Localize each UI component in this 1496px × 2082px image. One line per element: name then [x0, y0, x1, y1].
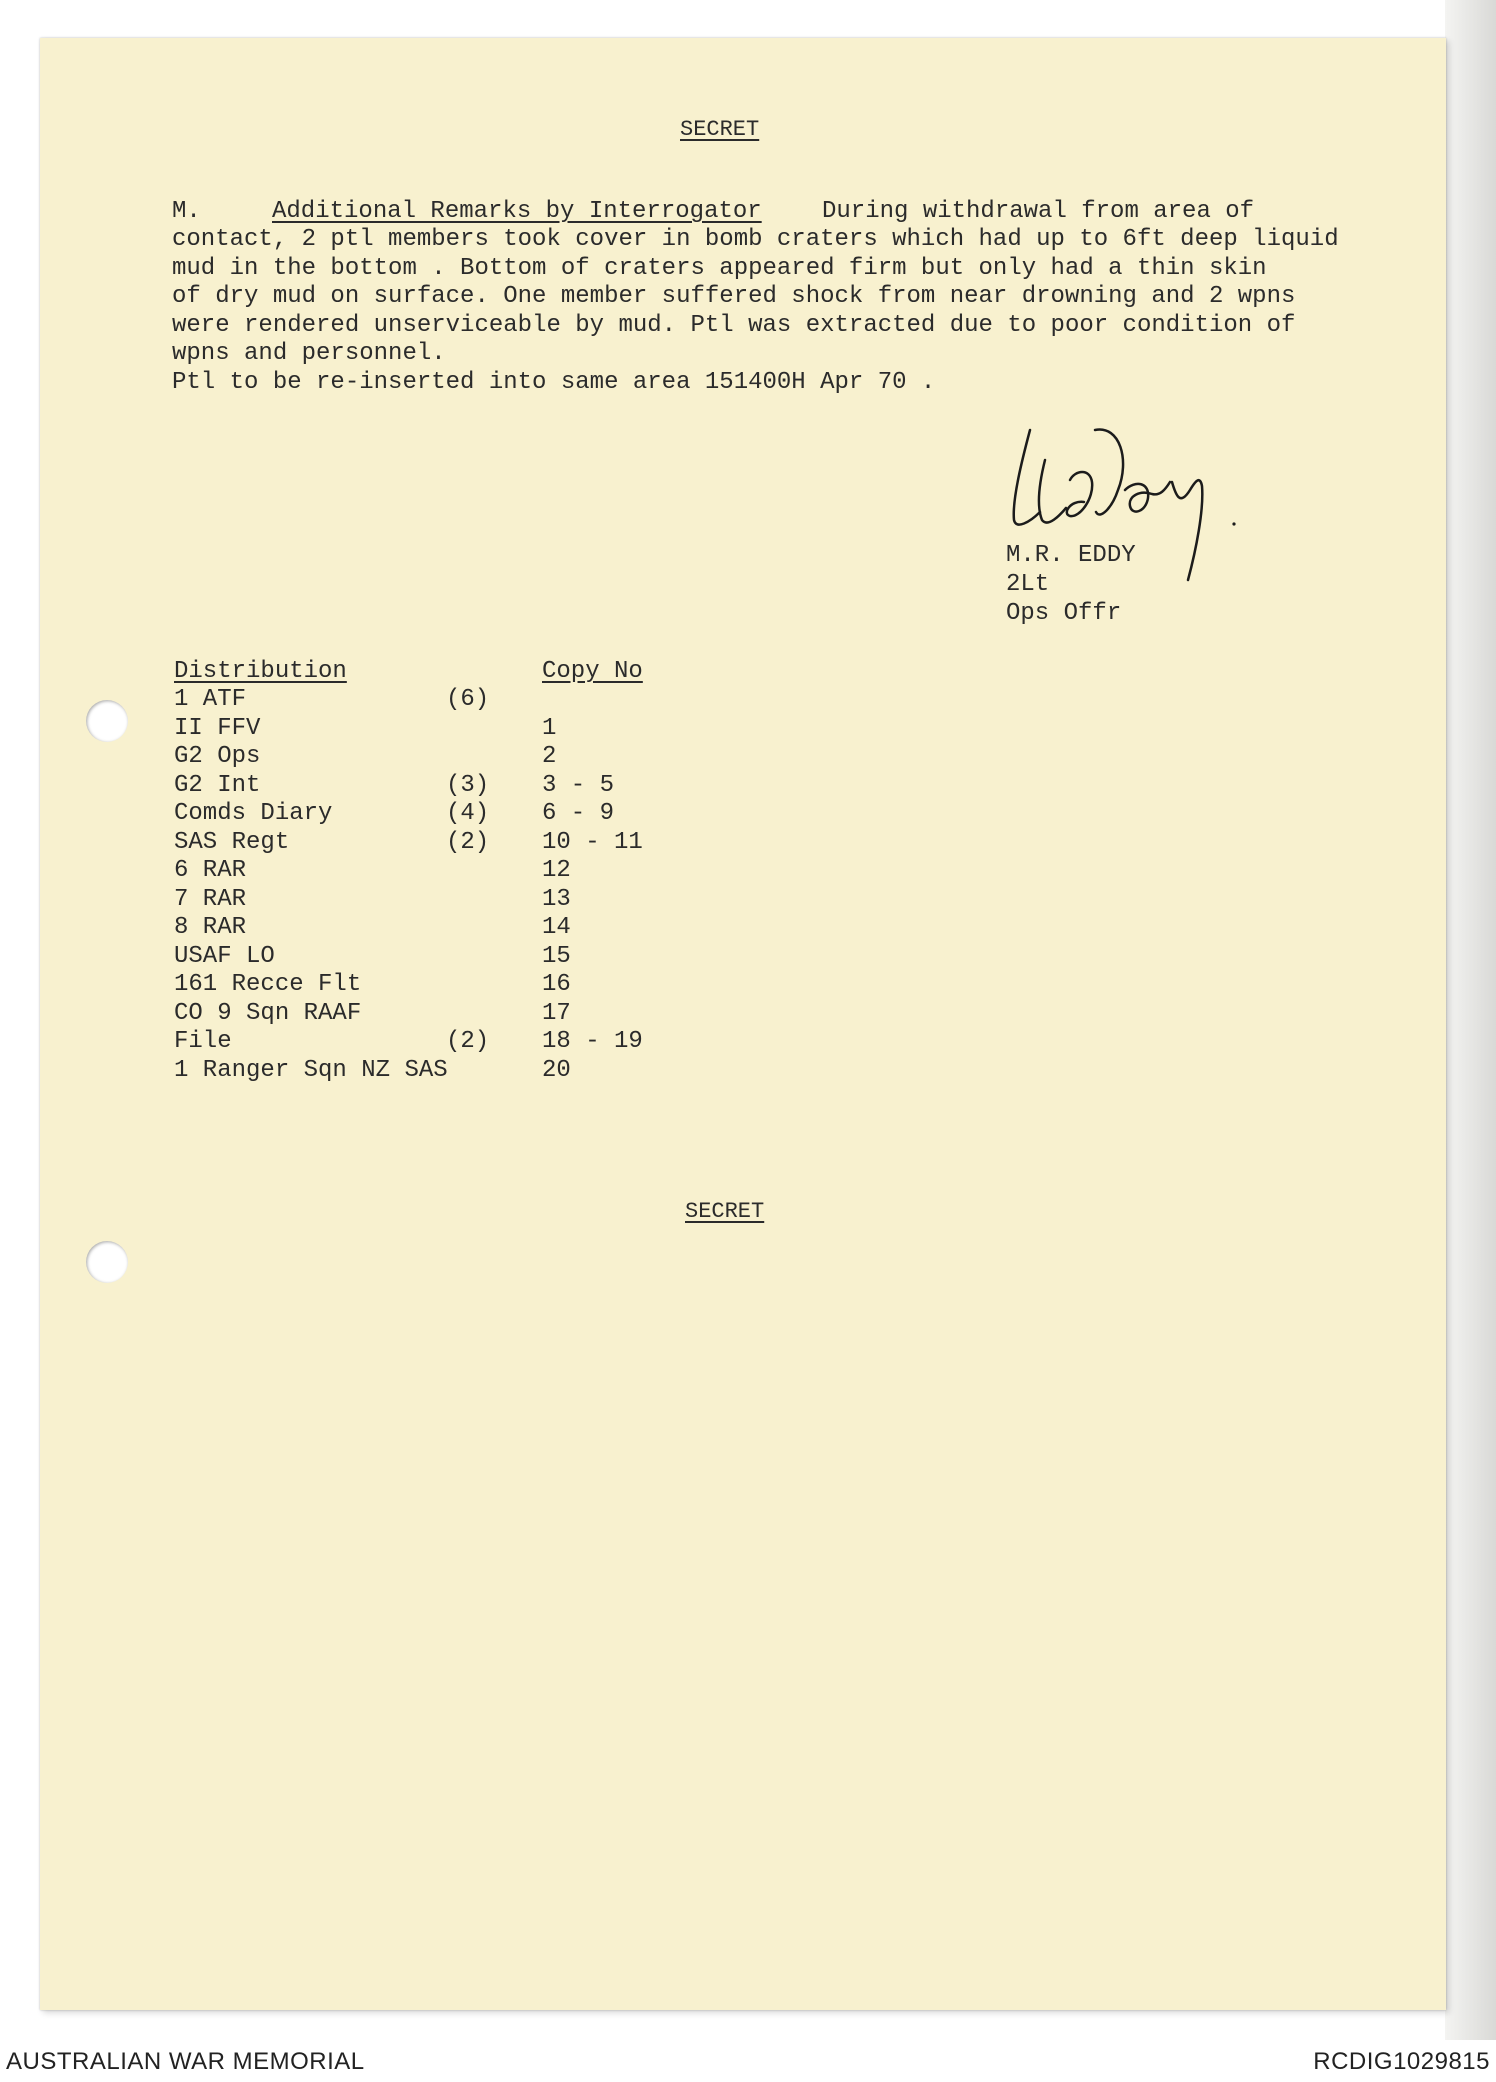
distribution-item: File [174, 1028, 232, 1055]
classification-top: SECRET [680, 117, 760, 142]
distribution-count: (2) [446, 828, 490, 856]
distribution-item: 1 ATF [174, 686, 247, 713]
section-letter: M. [172, 198, 201, 225]
remarks-body [172, 226, 1339, 398]
footer-institution: AUSTRALIAN WAR MEMORIAL [6, 2048, 365, 2075]
distribution-item: 161 Recce Flt [174, 971, 362, 998]
signatory-appointment: Ops Offr [1006, 600, 1122, 627]
distribution-copy-number: 6 - 9 [542, 800, 615, 827]
remarks-line: mud in the bottom . Bottom of craters appeared firm but only had a thin skin [172, 254, 1267, 282]
distribution-item: USAF LO [174, 942, 275, 970]
distribution-copy-number: 20 [542, 1056, 571, 1084]
distribution-copy-number: 14 [542, 914, 571, 941]
distribution-copy-number: 17 [542, 999, 571, 1027]
archive-footer [0, 2040, 1496, 2082]
distribution-item: 7 RAR [174, 885, 247, 913]
copy-no-header: Copy No [542, 658, 643, 685]
section-heading-tail: During withdrawal from area of [822, 198, 1255, 225]
signatory-rank: 2Lt [1006, 571, 1050, 598]
distribution-count: (2) [446, 1028, 490, 1055]
scan-background-edge [1445, 0, 1496, 2040]
remarks-line: of dry mud on surface. One member suffered shock from near drowning and 2 wpns [172, 283, 1296, 311]
section-heading: Additional Remarks by Interrogator [272, 198, 762, 225]
signatory-name: M.R. EDDY [1006, 542, 1136, 569]
distribution-copy-number: 2 [542, 743, 557, 770]
distribution-item: 1 Ranger Sqn NZ SAS [174, 1056, 448, 1084]
distribution-item: G2 Int [174, 771, 261, 799]
distribution-copy-number: 1 [542, 714, 557, 742]
distribution-copy-number: 15 [542, 942, 571, 970]
distribution-copy-number: 13 [542, 885, 571, 913]
distribution-count: (3) [446, 771, 490, 799]
distribution-copy-number: 3 - 5 [542, 771, 615, 799]
distribution-header: Distribution [174, 658, 347, 685]
distribution-item: 6 RAR [174, 857, 247, 884]
distribution-copy-number: 18 - 19 [542, 1028, 643, 1055]
remarks-line: Ptl to be re-inserted into same area 151400H Apr 70 . [172, 368, 936, 396]
distribution-copy-number: 12 [542, 857, 571, 884]
distribution-count: (6) [446, 686, 490, 713]
remarks-line: wpns and personnel. [172, 340, 446, 368]
distribution-item: II FFV [174, 714, 261, 742]
distribution-item: 8 RAR [174, 914, 247, 941]
distribution-item: G2 Ops [174, 743, 261, 770]
distribution-copy-number: 10 - 11 [542, 828, 643, 856]
remarks-line: contact, 2 ptl members took cover in bomb craters which had up to 6ft deep liquid [172, 226, 1339, 253]
punch-hole-lower [86, 1241, 128, 1283]
footer-record-id: RCDIG1029815 [1313, 2048, 1490, 2075]
distribution-copy-number: 16 [542, 971, 571, 998]
distribution-item: Comds Diary [174, 800, 333, 827]
punch-hole-upper [86, 700, 128, 742]
distribution-item: SAS Regt [174, 828, 290, 856]
distribution-count: (4) [446, 800, 490, 827]
distribution-item: CO 9 Sqn RAAF [174, 999, 362, 1027]
remarks-line: were rendered unserviceable by mud. Ptl was extracted due to poor condition of [172, 311, 1296, 339]
classification-bottom: SECRET [685, 1199, 765, 1224]
